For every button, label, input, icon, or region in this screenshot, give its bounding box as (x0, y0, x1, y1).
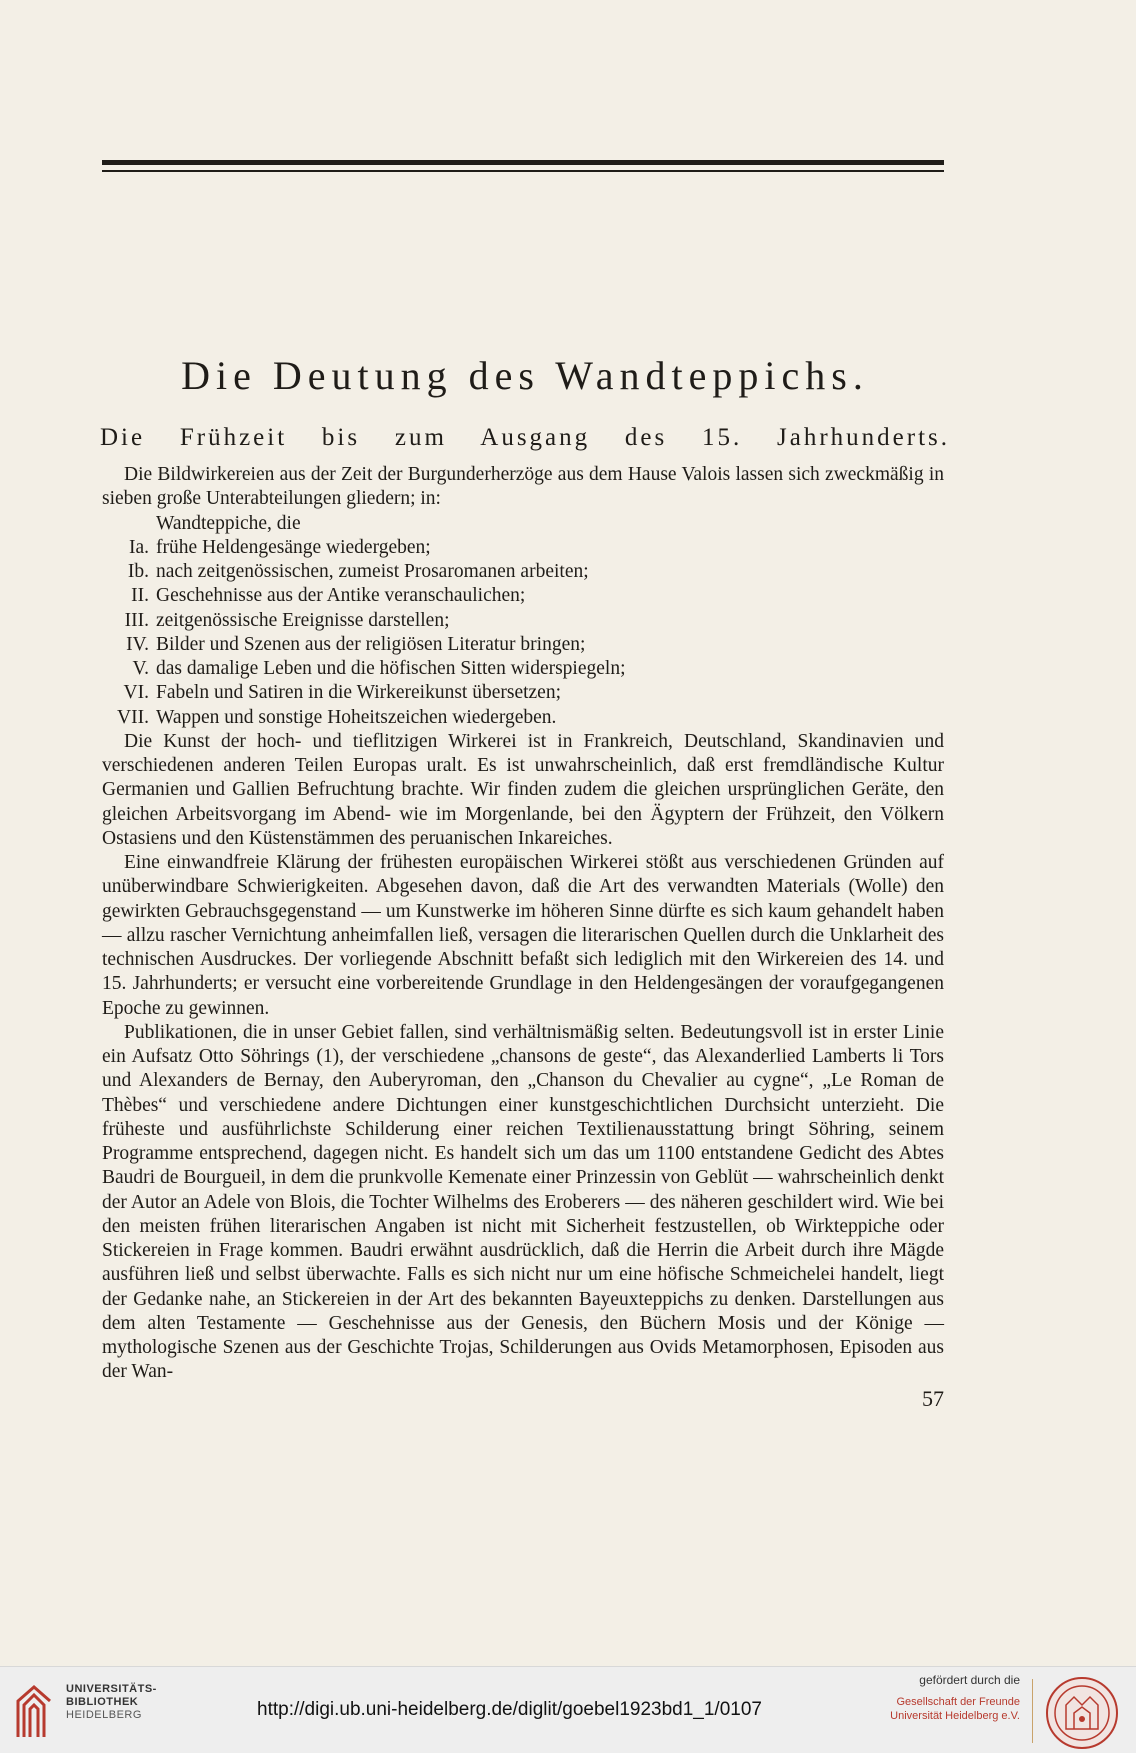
list-item (102, 706, 944, 730)
paragraph: Eine einwandfreie Klärung der frühesten europäischen Wirkerei stößt aus verschiedenen Gründen auf unüberwindbare Schwierigkeiten. Abgesehen davon, daß die Art des verwandten Materials (Wolle) den gewirkten Gebrauchsgegenstand — um Kunstwerke im höheren Sinne dürfte es sich kaum gehandelt haben — allzu rascher Vernichtung anheimfallen ließ, versagen die literarischen Quellen durch die Unklarheit des technischen Ausdruckes. Der vorliegende Abschnitt befaßt sich lediglich mit den Wirkereien des 14. und 15. Jahrhunderts; er versucht eine vorbereitende Grundlage in den Heldengesängen der voraufgegangenen Epoche zu gewinnen. (102, 852, 944, 1019)
body-text (102, 463, 944, 1385)
library-name-line1: UNIVERSITÄTS- (66, 1683, 157, 1695)
list-item-number: VII. (117, 706, 149, 728)
list-item-text: Geschehnisse aus der Antike veranschaulichen; (156, 585, 526, 607)
list-item-number: Ib. (127, 561, 149, 582)
list-item-number: IV. (126, 633, 149, 655)
list-item (102, 584, 944, 608)
page-subtitle: Die Frühzeit bis zum Ausgang des 15. Jahrhunderts. (100, 424, 950, 451)
list-item-number: V. (132, 658, 149, 679)
list-item-number: Ia. (128, 536, 149, 558)
list-item-text: Wappen und sonstige Hoheitszeichen wiedergeben. (156, 706, 557, 728)
list-item (102, 560, 944, 584)
page-number: 57 (922, 1386, 944, 1411)
library-name-line3: HEIDELBERG (66, 1709, 142, 1721)
list-item (102, 657, 944, 681)
sponsor-org-line2: Universität Heidelberg e.V. (890, 1710, 1020, 1722)
list-item-text: frühe Heldengesänge wiedergeben; (156, 536, 431, 558)
list-item-number: II. (131, 585, 149, 607)
list-item (102, 609, 944, 633)
header-rule-thin (102, 170, 944, 172)
page-title: Die Deutung des Wandteppichs. (181, 353, 869, 398)
footer-bar (0, 1666, 1136, 1753)
list-item-number: III. (124, 609, 149, 631)
list-item-text: Bilder und Szenen aus der religiösen Literatur bringen; (156, 633, 586, 655)
source-url-link[interactable]: http://digi.ub.uni-heidelberg.de/diglit/goebel1923bd1_1/0107 (257, 1699, 762, 1720)
sponsor-divider (1032, 1679, 1033, 1743)
university-seal-icon (1044, 1675, 1120, 1751)
list-item (102, 681, 944, 705)
intro-paragraph: Die Bildwirkereien aus der Zeit der Burgunderherzöge aus dem Hause Valois lassen sich zweckmäßig in sieben große Unterabteilungen gliedern; in: (102, 464, 944, 510)
library-name (66, 1683, 157, 1722)
sponsor-block (880, 1673, 1020, 1723)
library-logo-icon (14, 1681, 58, 1739)
list-item (102, 633, 944, 657)
list-item (102, 536, 944, 560)
list-intro: Wandteppiche, die (156, 512, 301, 534)
sponsor-org-line1: Gesellschaft der Freunde (896, 1696, 1020, 1708)
paragraph: Publikationen, die in unser Gebiet fallen, sind verhältnismäßig selten. Bedeutungsvoll ist in erster Linie ein Aufsatz Otto Söhrings (1), der verschiedene „chansons de geste“, das Alexanderlied Lamberts li Tors und Alexanders de Bernay, den Auberyroman, den „Chanson du Chevalier au cygne“, „Le Roman de Thèbes“ und verschiedene andere Dichtungen einer kunstgeschichtlichen Durchsicht unterzieht. Die früheste und ausführlichste Schilderung einer reichen Textilienausstattung bringt Söhring, seinem Programme entsprechend, dagegen nicht. Es handelt sich um das um 1100 entstandene Gedicht des Abtes Baudri de Bourgueil, in dem die prunkvolle Kemenate einer Prinzessin von Geblüt — wahrscheinlich denkt der Autor an Adele von Blois, die Tochter Wilhelms des Eroberers — des näheren geschildert wird. Wie bei den meisten frühen literarischen Angaben ist nicht mit Sicherheit festzustellen, ob Wirkteppiche oder Stickereien in Frage kommen. Baudri erwähnt ausdrücklich, daß die Herrin die Arbeit durch ihre Mägde ausführen ließ und selbst überwachte. Falls es sich nicht nur um eine höfische Schmeichelei handelt, liegt der Gedanke nahe, an Stickereien in der Art des bekannten Bayeuxteppichs zu denken. Darstellungen aus dem alten Testamente — Geschehnisse aus der Genesis, den Büchern Mosis und der Könige — mythologische Szenen aus der Geschichte Trojas, Schilderungen aus Ovids Metamorphosen, Episoden aus der Wan- (102, 1021, 944, 1383)
list-item-text: das damalige Leben und die höfischen Sitten widerspiegeln; (156, 658, 626, 679)
list-item-text: zeitgenössische Ereignisse darstellen; (156, 609, 450, 631)
paragraph: Die Kunst der hoch- und tieflitzigen Wirkerei ist in Frankreich, Deutschland, Skandinavien und verschiedenen anderen Teilen Europas uralt. Es ist unwahrscheinlich, daß erst fremdländische Kultur Germanien und Gallien Befruchtung brachte. Wir finden zudem die gleichen ursprünglichen Geräte, den gleichen Arbeitsvorgang im Abend- wie im Morgenlande, bei den Ägyptern der Frühzeit, den Völkern Ostasiens und den Küstenstämmen des peruanischen Inkareiches. (102, 730, 944, 849)
library-name-line2: BIBLIOTHEK (66, 1696, 139, 1708)
sponsor-label: gefördert durch die (919, 1673, 1020, 1687)
list-item-number: VI. (123, 682, 149, 704)
header-rule-thick (102, 160, 944, 165)
list-item-text: nach zeitgenössischen, zumeist Prosaromanen arbeiten; (156, 561, 589, 582)
list-item-text: Fabeln und Satiren in die Wirkereikunst übersetzen; (156, 682, 561, 704)
